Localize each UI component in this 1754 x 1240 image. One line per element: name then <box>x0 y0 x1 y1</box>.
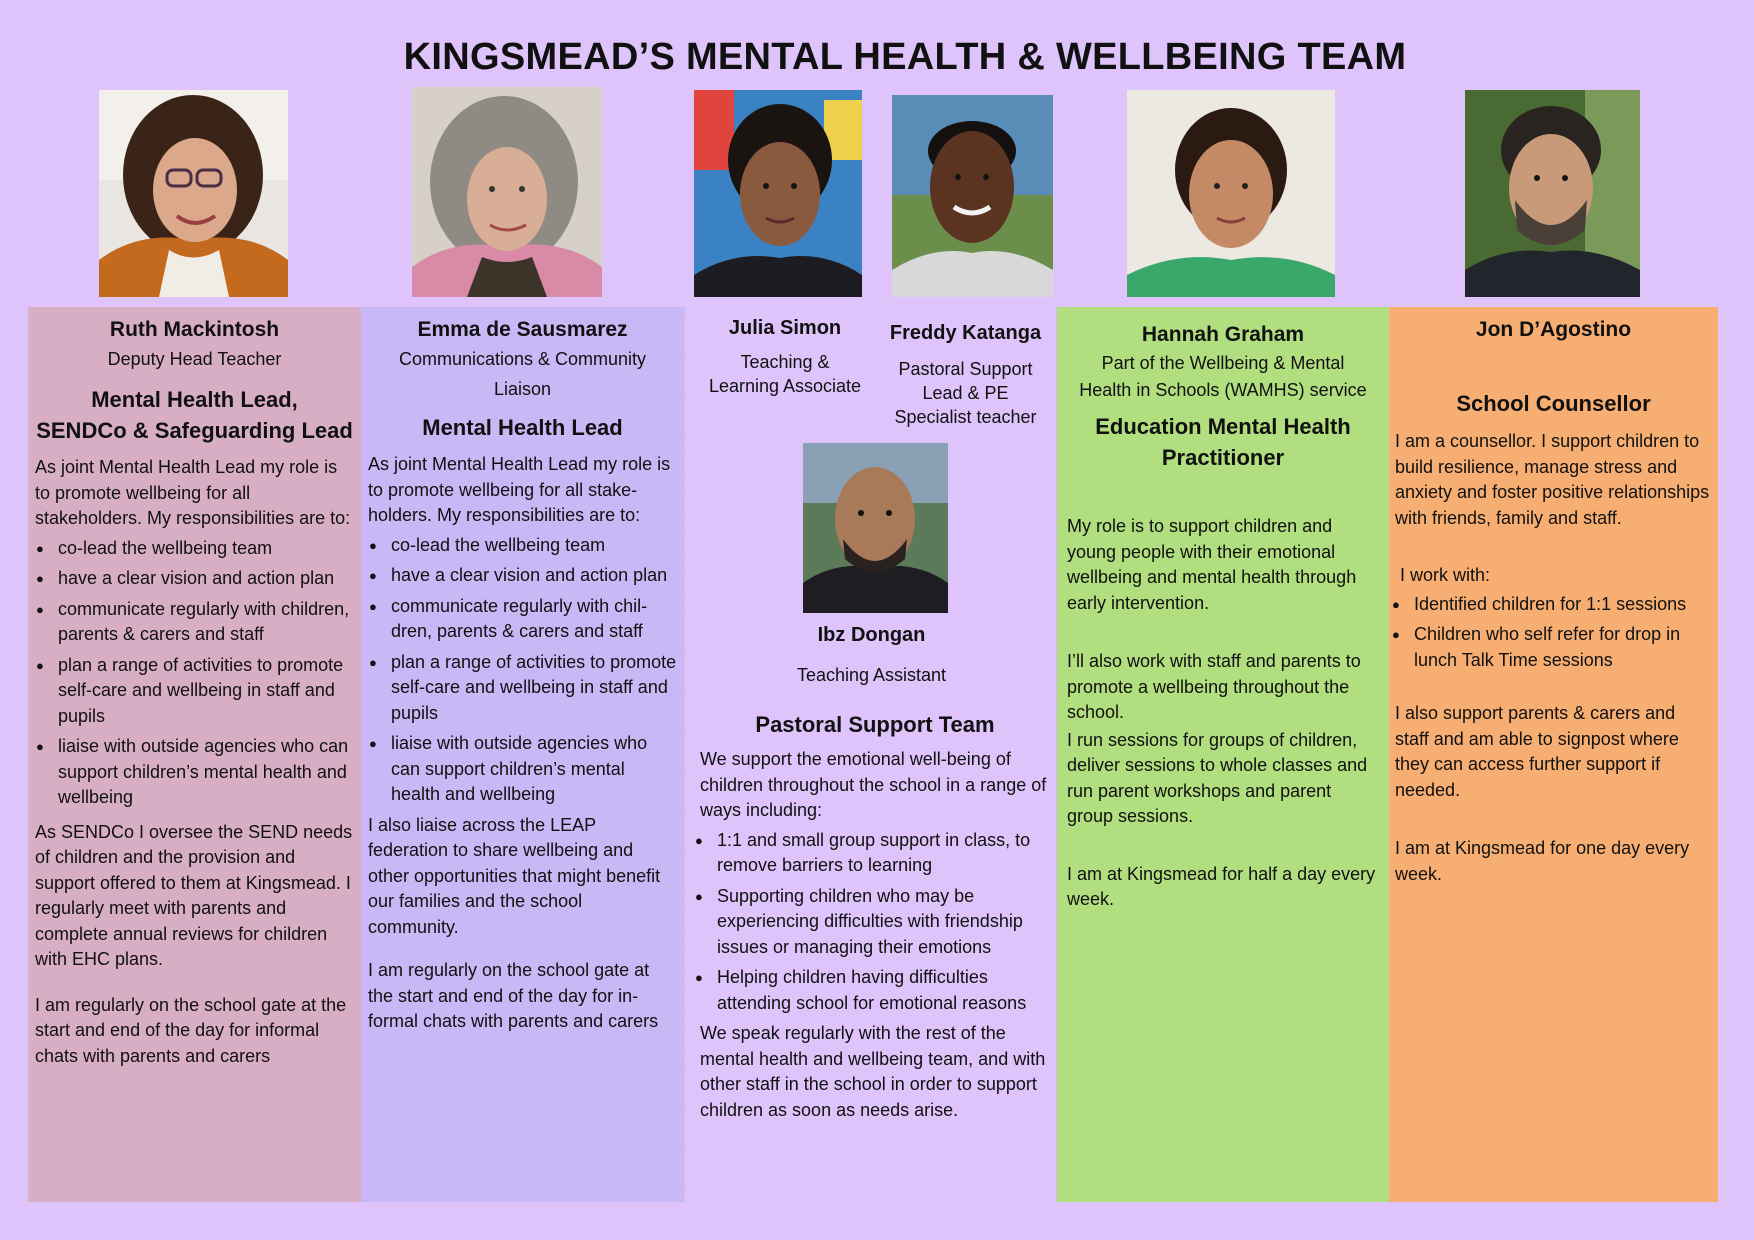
julia-name: Julia Simon <box>728 317 842 339</box>
ruth-name: Ruth Mackintosh <box>109 318 280 341</box>
hannah-role-1: Part of the Wellbeing & Mental <box>1101 353 1345 373</box>
emma-leap-paragraph: I also liaise across the LEAP federation to share wellbeing and other opportunities that might benefit our families and the school community. <box>368 814 661 937</box>
photo-freddy <box>892 95 1053 297</box>
jon-heading: School Counsellor <box>1456 391 1651 416</box>
hannah-time-paragraph: I am at Kingsmead for half a day every week. <box>1067 863 1376 909</box>
list-item: ● liaise with outside agencies who can support children’s mental health and wellbeing <box>391 731 677 808</box>
photo-ruth <box>99 90 288 297</box>
hannah-staff-paragraph: I’ll also work with staff and parents to promote a wellbeing throughout the school. <box>1067 651 1361 722</box>
ibz-name: Ibz Dongan <box>817 624 926 646</box>
ruth-gate-paragraph: I am regularly on the school gate at the start and end of the day for informal chats with parents and carers <box>35 994 347 1066</box>
julia-role-1: Teaching & <box>740 352 830 372</box>
photo-ibz <box>803 443 948 613</box>
column-ruth <box>28 307 361 1202</box>
pastoral-bullets <box>700 828 1050 1017</box>
freddy-role-1: Pastoral Support <box>898 359 1033 379</box>
hannah-sessions-paragraph: I run sessions for groups of children, deliver sessions to whole classes and run parent workshops and parent group sessions. <box>1067 729 1368 826</box>
freddy-name: Freddy Katanga <box>889 322 1042 344</box>
ruth-send-paragraph: As SENDCo I oversee the SEND needs of children and the provision and support offered to them at Kingsmead. I regularly meet with parents and complete annual reviews for children with EHC plans. <box>35 821 353 969</box>
list-item: ● communicate regularly with chil-dren, parents & carers and staff <box>391 594 677 645</box>
freddy-role-2: Lead & PE <box>922 383 1009 403</box>
list-item: ● Helping children having difficulties attending school for emotional reasons <box>717 965 1050 1016</box>
emma-name: Emma de Sausmarez <box>417 318 628 341</box>
ruth-intro: As joint Mental Health Lead my role is to promote wellbeing for all stakeholders. My responsibilities are to: <box>35 457 351 528</box>
freddy-role-3: Specialist teacher <box>894 407 1037 427</box>
ibz-role: Teaching Assistant <box>796 665 947 685</box>
column-jon <box>1389 307 1718 1202</box>
photo-emma <box>412 87 602 297</box>
list-item: ● communicate regularly with children, parents & carers and staff <box>58 597 354 648</box>
ruth-bullets <box>35 536 354 811</box>
pastoral-intro: We support the emotional well-being of children throughout the school in a range of ways including: <box>700 749 1047 820</box>
emma-role-2: Liaison <box>493 379 552 399</box>
jon-intro-paragraph: I am a counsellor. I support children to build resilience, manage stress and anxiety and foster positive relationships with friends, family and staff. <box>1395 431 1710 528</box>
list-item: ● plan a range of activities to promote self-care and wellbeing in staff and pupils <box>391 650 677 727</box>
emma-heading: Mental Health Lead <box>422 415 623 440</box>
emma-gate-paragraph: I am regularly on the school gate at the start and end of the day for in-formal chats with parents and carers <box>368 960 659 1031</box>
photo-jon <box>1465 90 1640 297</box>
list-item: ● Supporting children who may be experiencing difficulties with friendship issues or managing their emotions <box>717 884 1050 961</box>
ruth-heading-1: Mental Health Lead, <box>91 387 298 412</box>
list-item: ● co-lead the wellbeing team <box>391 533 677 559</box>
julia-role-2: Learning Associate <box>708 376 862 396</box>
list-item: ● co-lead the wellbeing team <box>58 536 354 562</box>
column-hannah <box>1057 307 1389 1202</box>
list-item: ● Identified children for 1:1 sessions <box>1414 592 1712 618</box>
jon-name: Jon D’Agostino <box>1475 318 1632 341</box>
list-item: ● liaise with outside agencies who can support children’s mental health and wellbeing <box>58 734 354 811</box>
page-title: KINGSMEAD’S MENTAL HEALTH & WELLBEING TEAM <box>403 36 1407 78</box>
list-item: ● 1:1 and small group support in class, to remove barriers to learning <box>717 828 1050 879</box>
jon-parents-paragraph: I also support parents & carers and staff and am able to signpost where they can access further support if needed. <box>1395 703 1679 800</box>
list-item: ● Children who self refer for drop in lunch Talk Time sessions <box>1414 622 1712 673</box>
list-item: ● have a clear vision and action plan <box>58 566 354 592</box>
emma-bullets <box>368 533 677 808</box>
emma-intro: As joint Mental Health Lead my role is to promote wellbeing for all stake-holders. My responsibilities are to: <box>368 454 671 525</box>
hannah-heading-2: Practitioner <box>1161 445 1285 470</box>
pastoral-heading: Pastoral Support Team <box>755 712 995 737</box>
ruth-heading-2: SENDCo & Safeguarding Lead <box>36 418 353 443</box>
pastoral-outro: We speak regularly with the rest of the mental health and wellbeing team, and with other staff in the school in order to support children as soon as needs arise. <box>700 1023 1046 1120</box>
list-item: ● have a clear vision and action plan <box>391 563 677 589</box>
jon-time-paragraph: I am at Kingsmead for one day every week. <box>1395 838 1690 884</box>
hannah-role-paragraph: My role is to support children and young people with their emotional wellbeing and mental health through early intervention. <box>1067 516 1357 613</box>
photo-hannah <box>1127 90 1335 297</box>
ruth-role: Deputy Head Teacher <box>107 349 282 369</box>
column-emma <box>361 307 684 1202</box>
column-pastoral <box>684 307 1057 1202</box>
hannah-heading-1: Education Mental Health <box>1095 414 1351 439</box>
jon-work-with: I work with: <box>1395 565 1491 585</box>
hannah-role-2: Health in Schools (WAMHS) service <box>1079 380 1367 400</box>
hannah-name: Hannah Graham <box>1141 323 1305 346</box>
emma-role-1: Communications & Community <box>398 349 647 369</box>
jon-bullets <box>1395 592 1712 674</box>
list-item: ● plan a range of activities to promote self-care and wellbeing in staff and pupils <box>58 653 354 730</box>
photo-julia <box>694 90 862 297</box>
